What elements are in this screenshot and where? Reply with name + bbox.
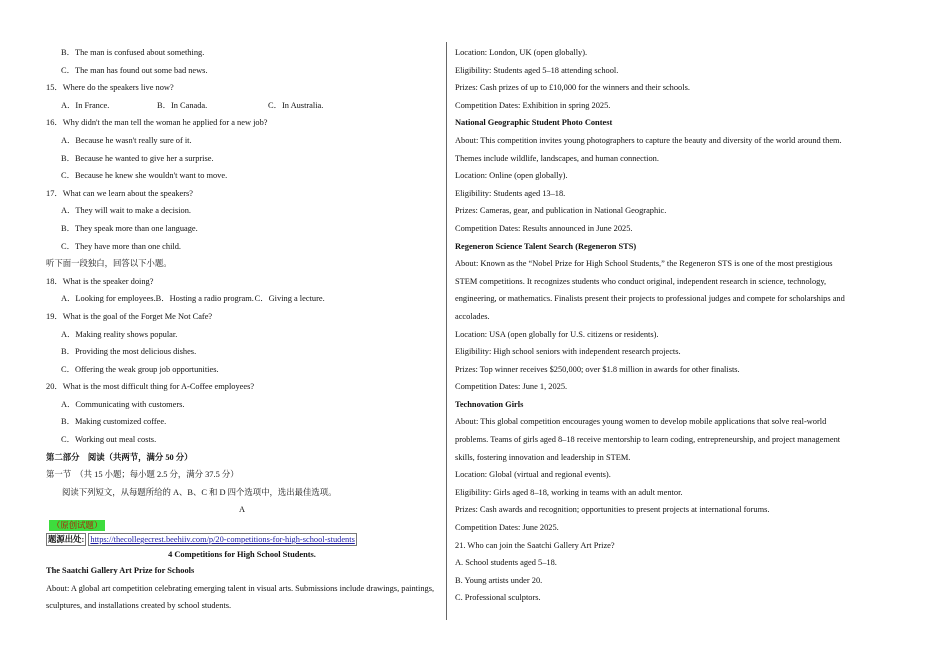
q17-question: 17．What can we learn about the speakers? xyxy=(46,188,193,198)
saatchi-about-line2: sculptures, and installations created by school students. xyxy=(46,601,232,611)
reading-instruction: 阅读下列短文，从每题所给的 A、B、C 和 D 四个选项中，选出最佳选项。 xyxy=(62,487,337,497)
saatchi-prizes: Prizes: Cash prizes of up to £10,000 for the winners and their schools. xyxy=(455,83,690,93)
q15-question: 15．Where do the speakers live now? xyxy=(46,83,174,93)
q19-option-b: B．Providing the most delicious dishes. xyxy=(61,347,197,357)
sts-about-line4: accolades. xyxy=(455,311,490,321)
sts-about-line3: engineering, or mathematics. Finalists present their projects to professional judges and compete for scholarships and xyxy=(455,294,845,304)
q19-question: 19．What is the goal of the Forget Me Not Cafe? xyxy=(46,311,213,321)
q20-option-b: B．Making customized coffee. xyxy=(61,417,167,427)
q18-question: 18．What is the speaker doing? xyxy=(46,276,154,286)
natgeo-about-line2: Themes include wildlife, landscapes, and human connection. xyxy=(455,153,659,163)
q17-option-a: A．They will wait to make a decision. xyxy=(61,206,192,216)
q14-option-b: B．The man is confused about something. xyxy=(61,48,205,57)
q21-option-b: B. Young artists under 20. xyxy=(455,575,543,585)
part2-heading: 第二部分 阅读（共两节，满分 50 分） xyxy=(46,452,193,462)
q17-option-c: C．They have more than one child. xyxy=(61,241,182,251)
column-divider xyxy=(446,42,447,620)
passage-letter: A xyxy=(238,505,246,515)
q16-option-b: B．Because he wanted to give her a surprise. xyxy=(61,153,214,163)
natgeo-eligibility: Eligibility: Students aged 13–18. xyxy=(455,188,566,198)
sts-about-line2: STEM competitions. It recognizes students who conduct original, independent research in science, technology, xyxy=(455,276,827,286)
source-row xyxy=(46,533,438,547)
q18-option-a: A．Looking for employees. xyxy=(61,294,156,304)
sts-prizes: Prizes: Top winner receives $250,000; over $1.8 million in awards for other finalists. xyxy=(455,364,740,374)
technovation-about-line2: problems. Teams of girls aged 8–18 receive mentorship to learn coding, entrepreneurship, and project management xyxy=(455,435,841,445)
q18-option-c: C．Giving a lecture. xyxy=(254,294,325,304)
saatchi-dates: Competition Dates: Exhibition in spring 2025. xyxy=(455,100,611,110)
saatchi-location: Location: London, UK (open globally). xyxy=(455,48,588,57)
technovation-about-line1: About: This global competition encourages young women to develop mobile applications that solve real-world xyxy=(455,417,827,427)
q18-options xyxy=(46,290,438,308)
q18-option-b: B．Hosting a radio program. xyxy=(155,294,254,304)
section1-heading: 第一节 （共 15 小题；每小题 2.5 分，满分 37.5 分） xyxy=(46,470,239,480)
passage-title: 4 Competitions for High School Students. xyxy=(168,550,316,560)
q21-question: 21. Who can join the Saatchi Gallery Art Prize? xyxy=(455,540,615,550)
q19-option-a: A．Making reality shows popular. xyxy=(61,329,178,339)
saatchi-eligibility: Eligibility: Students aged 5–18 attending school. xyxy=(455,65,619,75)
source-link[interactable]: https://thecollegecrest.beehiiv.com/p/20-competitions-for-high-school-students xyxy=(90,535,355,545)
sts-about-line1: About: Known as the “Nobel Prize for High School Students,” the Regeneron STS is one of the most prestigious xyxy=(455,259,833,269)
q15-option-b: B．In Canada. xyxy=(157,100,208,110)
natgeo-about-line1: About: This competition invites young photographers to capture the beauty and diversity of the world around them. xyxy=(455,135,842,145)
monologue-intro: 听下面一段独白，回答以下小题。 xyxy=(46,259,172,269)
q15-options xyxy=(46,97,438,115)
sts-location: Location: USA (open globally for U.S. citizens or residents). xyxy=(455,329,659,339)
original-question-tag: （原创试题） xyxy=(49,520,105,531)
technovation-about-line3: skills, fostering innovation and leadership in STEM. xyxy=(455,452,631,462)
q20-option-a: A．Communicating with customers. xyxy=(61,399,185,409)
technovation-dates: Competition Dates: June 2025. xyxy=(455,523,559,533)
technovation-prizes: Prizes: Cash awards and recognition; opportunities to present projects at international forums. xyxy=(455,505,770,515)
q15-option-c: C．In Australia. xyxy=(268,100,324,110)
q21-option-c: C. Professional sculptors. xyxy=(455,593,541,603)
saatchi-title: The Saatchi Gallery Art Prize for Schools xyxy=(46,566,195,576)
q16-option-c: C．Because he knew she wouldn't want to move. xyxy=(61,171,228,181)
technovation-location: Location: Global (virtual and regional events). xyxy=(455,470,611,480)
sts-dates: Competition Dates: June 1, 2025. xyxy=(455,382,568,392)
q21-option-a: A. School students aged 5–18. xyxy=(455,558,557,568)
q20-question: 20．What is the most difficult thing for A-Coffee employees? xyxy=(46,382,255,392)
left-column xyxy=(46,44,438,615)
source-label: 题源出处: xyxy=(48,535,85,545)
natgeo-title: National Geographic Student Photo Contest xyxy=(455,118,613,128)
natgeo-prizes: Prizes: Cameras, gear, and publication in National Geographic. xyxy=(455,206,667,216)
q15-option-a: A．In France. xyxy=(61,100,110,110)
natgeo-dates: Competition Dates: Results announced in June 2025. xyxy=(455,223,633,233)
natgeo-location: Location: Online (open globally). xyxy=(455,171,568,181)
q14-option-c: C．The man has found out some bad news. xyxy=(61,65,208,75)
technovation-eligibility: Eligibility: Girls aged 8–18, working in teams with an adult mentor. xyxy=(455,487,683,497)
q19-option-c: C．Offering the weak group job opportunities. xyxy=(61,364,219,374)
sts-title: Regeneron Science Talent Search (Regeneron STS) xyxy=(455,241,637,251)
technovation-title: Technovation Girls xyxy=(455,399,524,409)
saatchi-about-line1: About: A global art competition celebrating emerging talent in visual arts. Submissions include drawings, paintings, xyxy=(46,583,435,593)
q16-option-a: A．Because he wasn't really sure of it. xyxy=(61,135,192,145)
original-tag-row xyxy=(46,519,438,533)
right-column xyxy=(455,44,850,607)
q16-question: 16．Why didn't the man tell the woman he applied for a new job? xyxy=(46,118,268,128)
q20-option-c: C．Working out meal costs. xyxy=(61,435,157,445)
q17-option-b: B．They speak more than one language. xyxy=(61,223,198,233)
sts-eligibility: Eligibility: High school seniors with independent research projects. xyxy=(455,347,681,357)
